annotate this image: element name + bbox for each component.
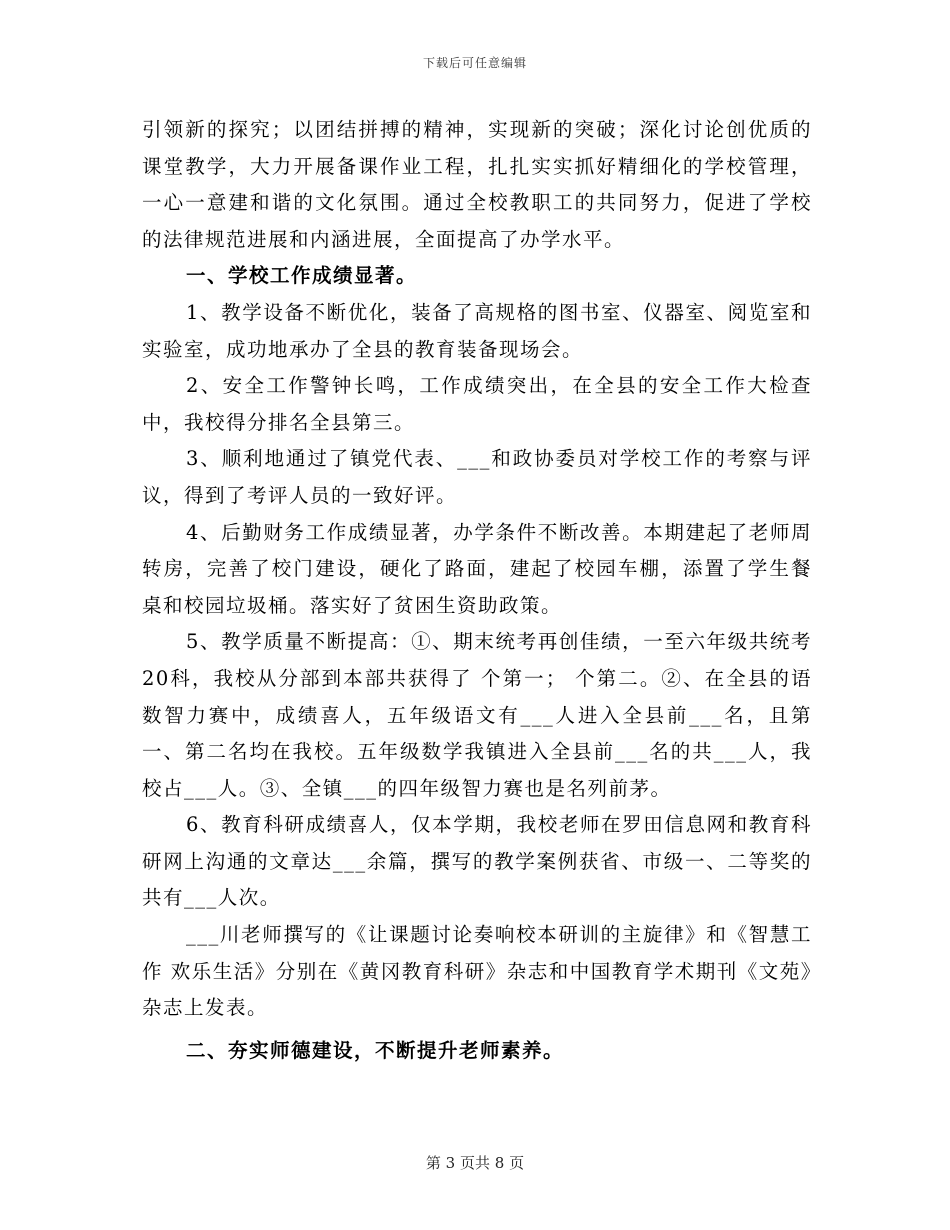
paragraph-item-3: 3、顺利地通过了镇党代表、___和政协委员对学校工作的考察与评议，得到了考评人员的一致好评。: [142, 447, 812, 507]
paragraph-item-5: 5、教学质量不断提高：①、期末统考再创佳绩，一至六年级共统考20科，我校从分部到本部共获得了 个第一； 个第二。②、在全县的语数智力赛中，成绩喜人，五年级语文有___人进入全县前___名，且第一、第二名均在我校。五年级数学我镇进入全县前___名的共___人，我校占___人。③、全镇___的四年级智力赛也是名列前茅。: [142, 630, 812, 800]
document-body: [142, 112, 812, 1069]
paragraph-item-2: 2、安全工作警钟长鸣，工作成绩突出，在全县的安全工作大检查中，我校得分排名全县第三。: [142, 374, 812, 434]
paragraph-publication: ___川老师撰写的《让课题讨论奏响校本研训的主旋律》和《智慧工作 欢乐生活》分别在《黄冈教育科研》杂志和中国教育学术期刊《文苑》杂志上发表。: [142, 923, 812, 1020]
paragraph-item-4: 4、后勤财务工作成绩显著，办学条件不断改善。本期建起了老师周转房，完善了校门建设，硬化了路面，建起了校园车棚，添置了学生餐桌和校园垃圾桶。落实好了贫困生资助政策。: [142, 520, 812, 617]
section-heading-1: 一、学校工作成绩显著。: [186, 264, 418, 288]
paragraph-item-6: 6、教育科研成绩喜人，仅本学期，我校老师在罗田信息网和教育科研网上沟通的文章达___余篇，撰写的教学案例获省、市级一、二等奖的共有___人次。: [142, 813, 812, 910]
section-heading-2: 二、夯实师德建设，不断提升老师素养。: [186, 1038, 565, 1062]
page-header: 下载后可任意编辑: [422, 56, 527, 70]
paragraph-item-1: 1、教学设备不断优化，装备了高规格的图书室、仪器室、阅览室和实验室，成功地承办了全县的教育装备现场会。: [142, 300, 812, 361]
paragraph-intro: 引领新的探究；以团结拼搏的精神，实现新的突破；深化讨论创优质的课堂教学，大力开展备课作业工程，扎扎实实抓好精细化的学校管理，一心一意建和谐的文化氛围。通过全校教职工的共同努力，促进了学校的法律规范进展和内涵进展，全面提高了办学水平。: [142, 118, 812, 251]
page-footer: 第 3 页共 8 页: [425, 1154, 525, 1172]
